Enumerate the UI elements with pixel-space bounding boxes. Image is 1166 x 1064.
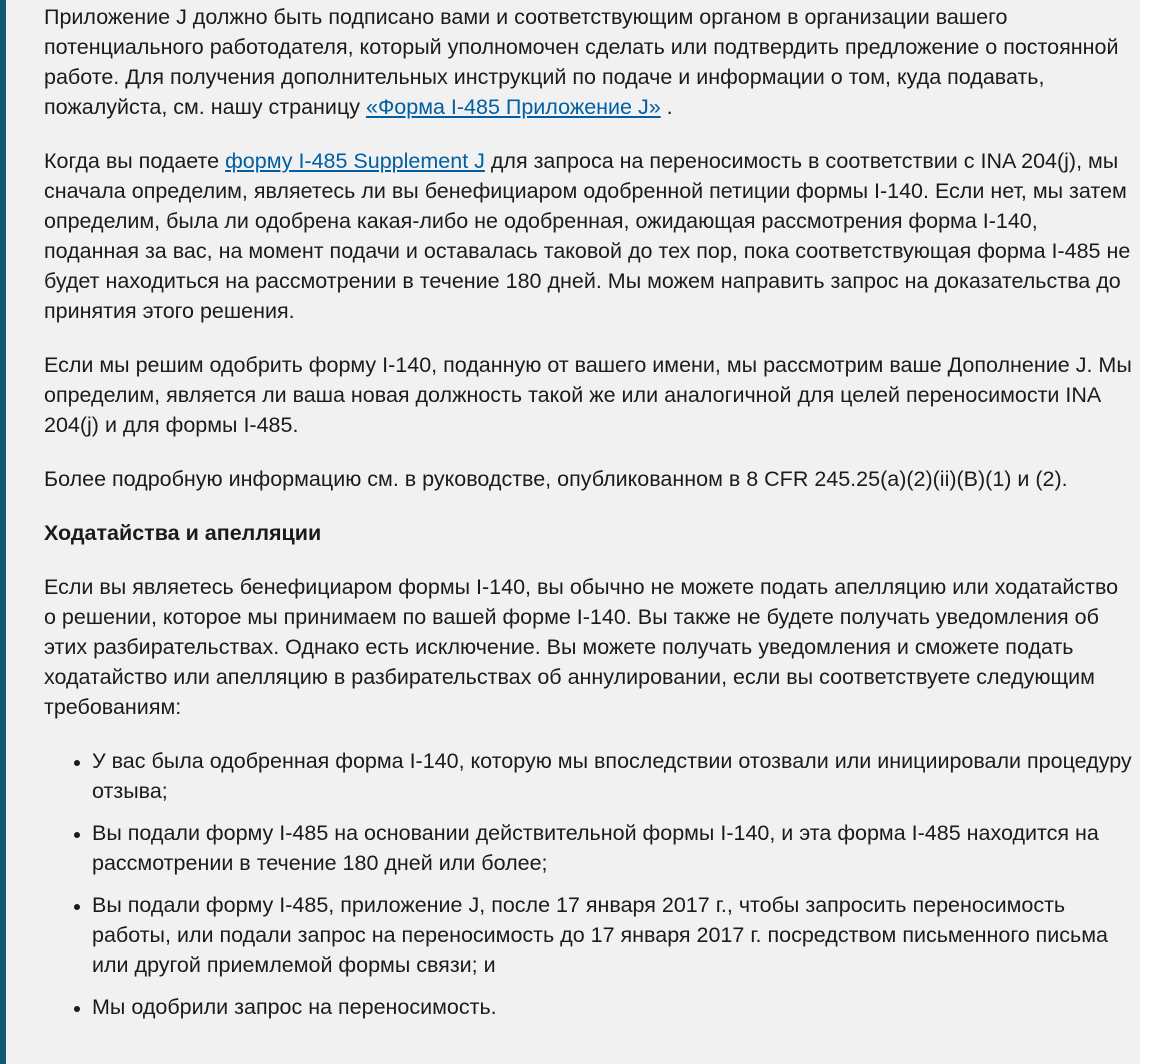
paragraph-text: Приложение J должно быть подписано вами и соответствующим органом в организации вашего потенциального работодателя, который уполномочен сделать или подтвердить предложение о постоянной работе. Для получения дополнительных инструкций по подаче и информации о том, куда подавать, пожалуйста, см. нашу страницу <box>44 5 1119 119</box>
requirements-list <box>44 746 1134 1022</box>
paragraph-portability-request <box>44 146 1134 326</box>
paragraph-prefix: Когда вы подаете <box>44 149 226 173</box>
list-item: • Вы подали форму I-485 на основании действительной формы I-140, и эта форма I-485 находится на рассмотрении в течение 180 дней или более; <box>92 818 1134 878</box>
form-i485-supplement-j-page-link[interactable]: «Форма I-485 Приложение J» <box>365 95 661 119</box>
paragraph-text: для запроса на переносимость в соответствии с INA 204(j), мы сначала определим, являетесь ли вы бенефициаром одобренной петиции формы I-140. Если нет, мы затем определим, была ли одобрена какая-либо не одобренная, ожидающая рассмотрения форма I-140, поданная за вас, на момент подачи и оставалась таковой до тех пор, пока соответствующая форма I-485 не будет находиться на рассмотрении в течение 180 дней. Мы можем направить запрос на доказательства до принятия этого решения. <box>44 149 1131 323</box>
list-item: • Вы подали форму I-485, приложение J, после 17 января 2017 г., чтобы запросить переносимость работы, или подали запрос на переносимость до 17 января 2017 г. посредством письменного письма или другой приемлемой формы связи; и <box>92 890 1134 980</box>
paragraph-suffix: . <box>660 95 673 119</box>
paragraph-appeals-exception: Если вы являетесь бенефициаром формы I-140, вы обычно не можете подать апелляцию или ходатайство о решении, которое мы принимаем по вашей форме I-140. Вы также не будете получать уведомления об этих разбирательствах. Однако есть исключение. Вы можете получать уведомления и сможете подать ходатайство или апелляцию в разбирательствах об аннулировании, если вы соответствуете следующим требованиям: <box>44 575 1119 719</box>
form-i485-supplement-j-link[interactable]: форму I-485 Supplement J <box>225 149 485 173</box>
article-body <box>44 2 1134 1034</box>
list-item: • Мы одобрили запрос на переносимость. <box>92 992 1134 1022</box>
paragraph-supplement-j-signature <box>44 2 1134 122</box>
list-item: • У вас была одобренная форма I-140, которую мы впоследствии отозвали или инициировали процедуру отзыва; <box>92 746 1134 806</box>
section-heading-motions-appeals: Ходатайства и апелляции <box>44 521 322 545</box>
paragraph-more-info: Более подробную информацию см. в руководстве, опубликованном в 8 CFR 245.25(a)(2)(ii)(B)(1) и (2). <box>44 467 1068 491</box>
paragraph-approve-i140: Если мы решим одобрить форму I-140, поданную от вашего имени, мы рассмотрим ваше Дополнение J. Мы определим, является ли ваша новая должность такой же или аналогичной для целей переносимости INA 204(j) и для формы I-485. <box>44 353 1132 437</box>
